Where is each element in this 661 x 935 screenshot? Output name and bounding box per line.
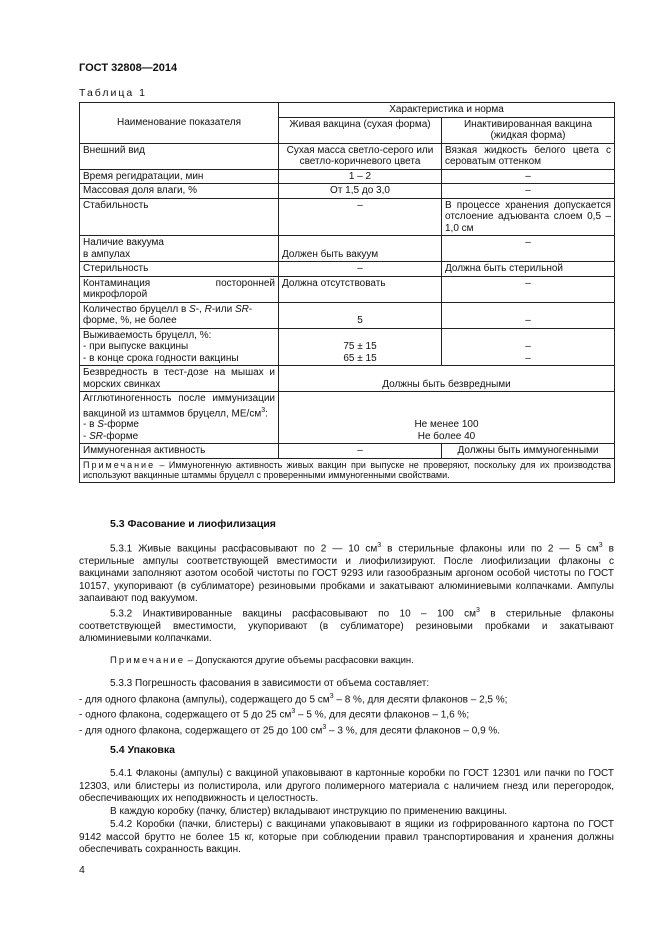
table-row (80, 169, 615, 184)
row-live: – (279, 444, 442, 459)
row-name: Время регидратации, мин (80, 169, 279, 184)
text-part: : (265, 407, 268, 419)
text-part: - для одного флакона, содержащего от 25 до 100 см (79, 725, 323, 737)
row-live: 5 (279, 302, 442, 328)
row-name-line: - при выпуске вакцины (83, 341, 189, 352)
table-row (80, 444, 615, 459)
section-5-3-title: 5.3 Фасование и лиофилизация (110, 518, 276, 530)
text-part: 3 (322, 724, 327, 732)
text-part: в стерильные ампулы соответствующей вместимости и лиофилизируют. После лиофилизации флаконы с вакцинами заполняют азотом особой чистоты по ГОСТ 9293 или газообразным аргоном особой чистоты по ГОСТ 10157, укупоривают (в сублиматоре) резиновыми пробками и закатывают алюминиевыми колпачками. Ампулы запаивают под вакуумом. (79, 543, 614, 605)
row-inact: Должна быть стерильной (442, 262, 615, 277)
text-part: - (83, 430, 90, 442)
cell-line: – (525, 341, 531, 352)
note-label: Примечание (83, 459, 156, 470)
note-5-3 (79, 655, 614, 668)
paragraph-line (79, 678, 614, 691)
row-live: Должен быть вакуум (279, 236, 442, 262)
note-text: – Допускаются другие объемы расфасовки вакцин. (185, 655, 414, 666)
table-row (80, 184, 615, 199)
text-part: Агглютиногенность после иммунизации вакциной из штаммов бруцелл, МЕ/см (83, 393, 275, 419)
row-inact: – (442, 169, 615, 184)
text-part: 5.4.2 Коробки (пачки, блистеры) с вакцинами упаковывают в ящики из гофрированного картона по ГОСТ 9142 массой брутто не более 15 кг, которые при соблюдении правил транспортирования и хранения должны обеспечивать сохранность вакцин. (79, 819, 614, 855)
row-name-line: в ампулах (83, 248, 131, 260)
text-part: – 8 %, для десяти флаконов – 2,5 %; (333, 693, 508, 705)
document-header: ГОСТ 32808—2014 (79, 62, 178, 74)
text-part: S (97, 419, 104, 431)
text-part: Количество бруцелл в (83, 303, 190, 315)
text-part: 3 (598, 542, 603, 549)
table-row (80, 262, 615, 277)
row-live: – (279, 198, 442, 236)
text-part: -форме, %, не более (83, 303, 253, 326)
row-live: 1 – 2 (279, 169, 442, 184)
row-inact: Должны быть иммуногенными (442, 444, 615, 459)
text-part: SR (234, 303, 249, 315)
row-name (80, 392, 279, 444)
text-part: в стерильные флаконы соответствующей вместимости, укупоривают (в сублиматоре) резиновыми пробками и закатывают алюминиевыми колпачками. (79, 608, 614, 645)
row-live: – (279, 262, 442, 277)
text-part: -или (211, 303, 235, 315)
note-text: – Иммуногенную активность живых вакцин при выпуске не проверяют, поскольку для их производства используют вакцинные штаммы бруцелл с проверенными иммуногенными свойствами. (83, 459, 612, 481)
table-header-row (80, 103, 615, 118)
text-part: 5.4.1 Флаконы (ампулы) с вакциной упаковывают в картонные коробки по ГОСТ 12301 или пачки по ГОСТ 12303, или блистеры из полистирола, или другого полимерного материала с наличием гнезд или перегородок, обеспечивающих их неподвижность и целостность. (79, 768, 614, 804)
table-row (80, 302, 615, 328)
text-part: 5.3.3 Погрешность фасования в зависимости от объема составляет: (110, 678, 430, 689)
paragraph-5-3-3 (79, 678, 614, 738)
row-merged-value (279, 392, 615, 444)
row-name: Безвредность в тест-дозе на мышах и морских свинках (80, 366, 279, 392)
text-part: - в (83, 419, 98, 431)
row-inact (442, 328, 615, 366)
header-indicator: Наименование показателя (80, 103, 279, 144)
characteristics-table (79, 102, 615, 483)
row-inact: – (442, 184, 615, 199)
row-name-line: - в конце срока годности вакцины (83, 352, 239, 364)
table-row (80, 328, 615, 366)
row-name: Контаминация посторонней микрофлорой (80, 276, 279, 302)
row-live (279, 328, 442, 366)
text-part: 3 (291, 708, 296, 716)
paragraph-line (79, 722, 614, 738)
text-part: - одного флакона, содержащего от 5 до 25 см (79, 709, 292, 721)
row-merged-value: Должны быть безвредными (279, 366, 615, 392)
table-caption: Таблица 1 (79, 87, 147, 99)
row-name (80, 302, 279, 328)
header-live-vaccine: Живая вакцина (сухая форма) (279, 117, 442, 143)
table-row (80, 143, 615, 169)
row-name-line (83, 419, 275, 431)
text-part: В каждую коробку (пачку, блистер) вкладывают инструкцию по применению вакцины. (110, 806, 508, 817)
table-row (80, 276, 615, 302)
row-inact: – (442, 302, 615, 328)
text-part: S (189, 303, 196, 315)
row-name-line: Выживаемость бруцелл, %: (83, 329, 212, 341)
row-name (80, 328, 279, 366)
row-inact: – (442, 276, 615, 302)
note-label: Примечание (110, 655, 185, 666)
text-part: -, (195, 303, 205, 315)
row-inact: – (442, 236, 615, 262)
header-group: Характеристика и норма (279, 103, 615, 118)
row-inact: Вязкая жидкость белого цвета с сероватым оттенком (442, 143, 615, 169)
table-note (80, 458, 615, 482)
table-row (80, 236, 615, 262)
text-part: 3 (377, 542, 382, 549)
text-part: 3 (475, 607, 480, 614)
cell-line: 65 ± 15 (343, 352, 377, 364)
text-part: 3 (329, 692, 334, 700)
text-part: – 5 %, для десяти флаконов – 1,6 %; (295, 709, 470, 721)
paragraph-line (79, 691, 614, 707)
row-name: Стерильность (80, 262, 279, 277)
text-part: 3 (261, 406, 266, 414)
row-live: От 1,5 до 3,0 (279, 184, 442, 199)
cell-line: Не более 40 (417, 430, 476, 442)
paragraph-5-4-2 (79, 819, 614, 857)
text-part: в стерильные флаконы или по 2 — 5 см (381, 543, 599, 555)
text-part: -форме (103, 419, 139, 431)
cell-line: – (525, 352, 531, 364)
text-part: 5.3.1 Живые вакцины расфасовывают по 2 — 10 см (110, 543, 378, 555)
table-row (80, 392, 615, 444)
row-name: Иммуногенная активность (80, 444, 279, 459)
row-name-line (83, 393, 275, 419)
paragraph-5-4-1 (79, 768, 614, 806)
section-5-4-title: 5.4 Упаковка (110, 744, 175, 756)
row-live: Должна отсутствовать (279, 276, 442, 302)
paragraph-5-3-1 (79, 540, 614, 606)
row-name: Внешний вид (80, 143, 279, 169)
row-name-line (83, 431, 275, 443)
text-part: R (204, 303, 212, 315)
paragraph-line (79, 706, 614, 722)
cell-line: Не менее 100 (414, 419, 479, 431)
row-name: Стабильность (80, 198, 279, 236)
table-row (80, 198, 615, 236)
row-name-line: Наличие вакуума (83, 237, 164, 248)
text-part: SR (89, 430, 104, 442)
table-row (80, 366, 615, 392)
paragraph-5-4-1-b (79, 806, 614, 819)
text-part: 5.3.2 Инактивированные вакцины расфасовывают по 10 – 100 см (110, 608, 476, 620)
text-part: -форме (103, 430, 139, 442)
table-note-row (80, 458, 615, 482)
paragraph-5-3-2 (79, 605, 614, 646)
page-number: 4 (79, 864, 85, 876)
row-name (80, 236, 279, 262)
cell-line: 75 ± 15 (343, 341, 377, 352)
row-name: Массовая доля влаги, % (80, 184, 279, 199)
text-part: - для одного флакона (ампулы), содержащего до 5 см (79, 693, 330, 705)
row-live: Сухая масса светло-серого или светло-коричневого цвета (279, 143, 442, 169)
header-inactivated-vaccine: Инактивированная вакцина (жидкая форма) (442, 117, 615, 143)
text-part: – 3 %, для десяти флаконов – 0,9 %. (326, 725, 501, 737)
row-inact: В процессе хранения допускается отслоение адъюванта слоем 0,5 – 1,0 см (442, 198, 615, 236)
